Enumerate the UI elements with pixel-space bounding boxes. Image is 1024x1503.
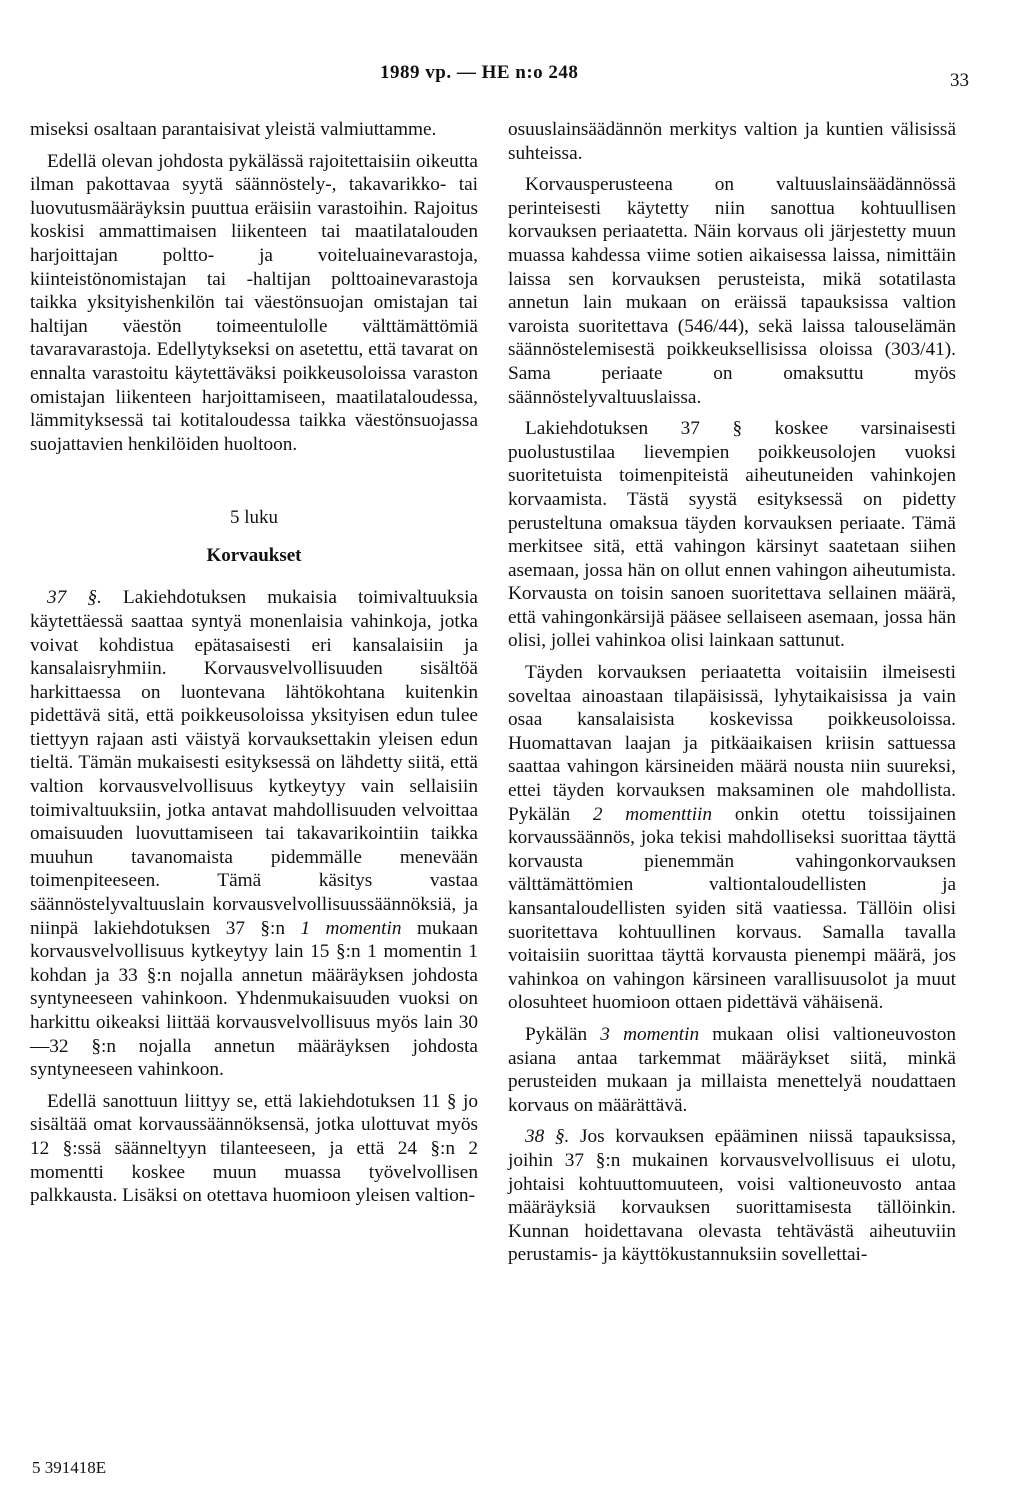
footer-code: 5 391418E	[32, 1458, 107, 1477]
section-reference: 38 §.	[525, 1126, 570, 1148]
left-column	[30, 118, 478, 1216]
page-header	[0, 62, 1024, 92]
page-number: 33	[950, 70, 969, 91]
paragraph: Edellä sanottuun liittyy se, että lakiehdotuksen 11 § jo sisältää omat korvaussäännöksensä, jotka ulottuvat myös 12 §:ssä säänneltyyn tilanteeseen, ja että 24 §:n 2 momentti koskee muun muassa työvelvollisen palkkausta. Lisäksi on otettava huomioon yleisen valtion-	[30, 1090, 478, 1207]
paragraph-text: mukaan korvausvelvollisuus kytkeytyy lain 15 §:n 1 momentin 1 kohdan ja 33 §:n nojalla annetun määräyksen johdosta syntyneeseen vahinkoon. Yhdenmukaisuuden vuoksi on harkittu oikeaksi liittää korvausvelvollisuus myös lain 30—32 §:n nojalla annetun määräyksen johdosta syntyneeseen vahinkoon.	[30, 917, 478, 1081]
paragraph-text: Lakiehdotuksen mukaisia toimivaltuuksia käytettäessä saattaa syntyä monenlaisia vahinkoja, jotka voivat kohdistua epätasaisesti eri kansalaisiin ja kansalaisryhmiin. Korvausvelvollisuuden sisältöä harkittaessa on luontevana lähtökohtana kuitenkin pidettävä sitä, että poikkeusoloissa yksityisen edun tulee tiettyyn rajaan asti väistyä korvauksettakin yleisen edun tieltä. Tämän mukaisesti esityksessä on lähdetty siitä, että valtion korvausvelvollisuus kytkeytyy vain sellaisiin toimivaltuuksiin, jotka antavat mahdollisuuden velvoittaa omaisuuden luovuttamiseen tai takavarikointiin taikka muuhun tavanomaista pidemmälle menevään toimenpiteeseen. Tämä käsitys vastaa säännöstelyvaltuuslain korvausvelvollisuussäännöksiä, ja niinpä lakiehdotuksen 37 §:n	[30, 587, 478, 939]
italic-reference: 2 momenttiin	[592, 803, 713, 825]
right-column	[508, 118, 956, 1275]
running-header: 1989 vp. — HE n:o 248	[380, 62, 579, 83]
paragraph-text: mukaan olisi valtioneuvoston asiana antaa tarkemmat määräykset siitä, minkä perusteiden mukaan ja millaista menettelyä noudattaen korvaus on määrättävä.	[508, 1023, 956, 1116]
paragraph-text: Pykälän	[525, 1023, 601, 1045]
paragraph	[508, 661, 956, 1015]
paragraph-section-37	[30, 586, 478, 1081]
paragraph: osuuslainsäädännön merkitys valtion ja kuntien välisissä suhteissa.	[508, 119, 956, 164]
paragraph-text: Täyden korvauksen periaatetta voitaisiin ilmeisesti soveltaa ainoastaan tilapäisissä, lyhytaikaisissa ja vain osaa kansalaisista koskevissa poikkeusoloissa. Huomattavan laajan ja pitkäaikaisen kriisin sattuessa saattaa vahingon kärsineiden määrä nousta niin suureksi, ettei täyden korvauksen maksaminen ole mahdollista. Pykälän	[508, 662, 956, 825]
paragraph-text: Jos korvauksen epääminen niissä tapauksissa, joihin 37 §:n mukainen korvausvelvollisuus ei ulotu, johtaisi kohtuuttomuuteen, voisi valtioneuvosto antaa määräyksiä korvauksen suorittamisesta tällöinkin. Kunnan hoidettavana olevasta tehtävästä aiheutuviin perustamis- ja käyttökustannuksiin sovellettai-	[508, 1126, 957, 1266]
paragraph	[508, 1023, 956, 1117]
italic-reference: 3 momentin	[600, 1023, 700, 1045]
paragraph: Korvausperusteena on valtuuslainsäädännössä perinteisesti käytetty niin sanottua kohtuullisen korvauksen periaatetta. Näin korvaus oli järjestetty muun muassa kahdessa viime sotien aikaisessa laissa, nimittäin laissa sen korvauksen perusteista, mikä sotatilasta annetun lain mukaan on eräissä tapauksissa valtion varoista suoritettava (546/44), sekä laissa talouselämän säännöstelemisestä poikkeuksellisissa oloissa (303/41). Sama periaate on omaksuttu myös säännöstelyvaltuuslaissa.	[508, 174, 956, 408]
chapter-heading	[30, 506, 478, 568]
section-reference: 37 §.	[47, 587, 102, 609]
paragraph-section-38	[508, 1125, 956, 1267]
paragraph: miseksi osaltaan parantaisivat yleistä valmiuttamme.	[30, 119, 437, 140]
chapter-number: 5 luku	[229, 507, 279, 529]
chapter-title: Korvaukset	[206, 545, 302, 567]
paragraph: Edellä olevan johdosta pykälässä rajoitettaisiin oikeutta ilman pakottavaa syytä säännöstely-, takavarikko- tai luovutusmääräyksin puuttua eräisiin varastoihin. Rajoitus koskisi ammattimaisen liikenteen tai maatilatalouden harjoittajan poltto- ja voiteluainevarastoja, kiinteistönomistajan tai -haltijan polttoainevarastoja taikka yksityishenkilön tai väestönsuojan omistajan tai haltijan väestön toimeentulolle välttämättömiä tavaravarastoja. Edellytykseksi on asetettu, että tavarat on ennalta varastoitu käytettäväksi poikkeusoloissa varaston omistajan liikenteen harjoittamiseen, maatilataloudessa, lämmityksessä tai kotitaloudessa taikka väestönsuojassa suojattavien henkilöiden huoltoon.	[30, 150, 478, 455]
paragraph-text: onkin otettu toissijainen korvaussäännös, joka tekisi mahdolliseksi suorittaa täyttä korvausta pienemmän vahingonkorvauksen välttämättömien valtiontaloudellisten ja kansantaloudellisten syiden sitä vaatiessa. Tällöin olisi suoritettava kohtuullinen korvaus. Samalla tavalla voitaisiin suorittaa täyttä korvausta pienempi määrä, jos vahinkoa on vahingon kärsineen varallisuusolot ja muut olosuhteet huomioon ottaen pidettävä vähäisenä.	[508, 803, 957, 1014]
italic-reference: 1 momentin	[300, 917, 402, 939]
paragraph: Lakiehdotuksen 37 § koskee varsinaisesti puolustustilaa lievempien poikkeusolojen vuoksi suoritetuista toimenpiteistä aiheutuneiden vahinkojen korvaamista. Tästä syystä esityksessä on pidetty perusteltuna omaksua täyden korvauksen periaate. Tämä merkitsee sitä, että vahingon kärsinyt saatetaan siihen asemaan, jossa hän on ollut ennen vahingon aiheutumista. Korvausta on toisin sanoen suoritettava sellainen määrä, että vahingonkärsijä pääsee sellaiseen asemaan, jossa hän olisi, jollei vahinkoa olisi lainkaan sattunut.	[508, 418, 956, 652]
